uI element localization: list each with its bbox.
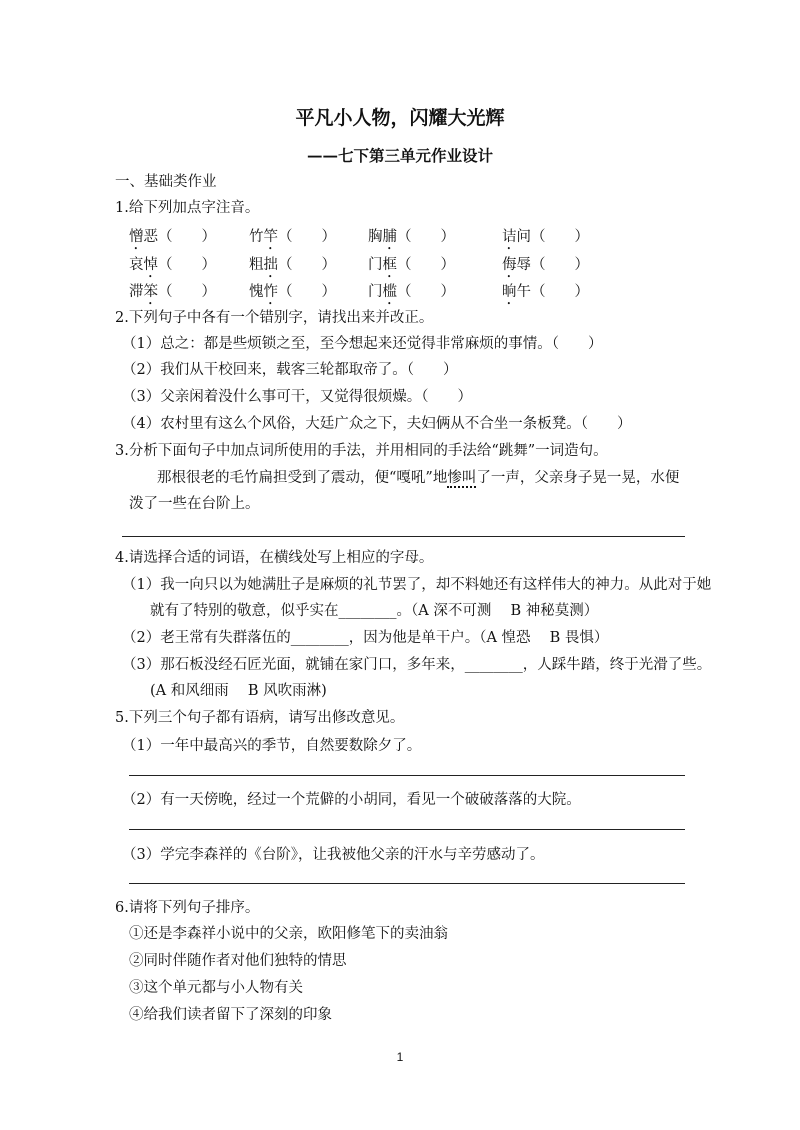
- question-3-sentence-line-1: 那根很老的毛竹扁担受到了震动，便“嘎吼”地惨叫了一声，父亲身子晃一晃，水便: [157, 470, 680, 486]
- page-subtitle: ——七下第三单元作业设计: [306, 146, 493, 165]
- question-2-line-2: （2）我们从干校回来，载客三轮都取帝了。（ ）: [122, 362, 458, 378]
- sort-item-4: ④给我们读者留下了深刻的印象: [129, 1007, 332, 1023]
- question-4-line-5: (A 和风细雨 B 风吹雨淋): [150, 683, 327, 699]
- question-6-prompt: 6.请将下列句子排序。: [115, 900, 260, 916]
- question-2-line-3: （3）父亲闲着没什么事可干，又觉得很烦燥。（ ）: [122, 389, 472, 405]
- question-1-prompt: 1.给下列加点字注音。: [115, 200, 260, 216]
- question-4-line-1: （1）我一向只以为她满肚子是麻烦的礼节罢了，却不料她还有这样伟大的神力。从此对于她: [122, 577, 712, 593]
- sort-item-3: ③这个单元都与小人物有关: [129, 980, 303, 996]
- dotted-word: 惨叫: [447, 470, 477, 486]
- pinyin-item-7: 门框（ ）: [368, 257, 455, 273]
- pinyin-item-11: 门槛（ ）: [368, 284, 455, 300]
- pinyin-item-6: 粗拙（ ）: [249, 257, 336, 273]
- answer-line: [129, 883, 685, 884]
- question-4-prompt: 4.请选择合适的词语，在横线处写上相应的字母。: [115, 550, 434, 566]
- pinyin-item-8: 侮辱（ ）: [502, 257, 589, 273]
- question-5-prompt: 5.下列三个句子都有语病，请写出修改意见。: [115, 710, 405, 726]
- question-4-line-3: （2）老王常有失群落伍的________，因为他是单干户。（A 惶恐 B 畏惧）: [122, 630, 609, 646]
- pinyin-item-5: 哀悼（ ）: [129, 257, 216, 273]
- answer-line: [122, 536, 685, 537]
- question-5-line-2: （2）有一天傍晚，经过一个荒僻的小胡同，看见一个破破落落的大院。: [122, 792, 581, 808]
- question-5-line-1: （1）一年中最高兴的季节，自然要数除夕了。: [122, 738, 422, 754]
- section-heading: 一、基础类作业: [115, 174, 217, 190]
- pinyin-item-12: 晌午（ ）: [502, 284, 589, 300]
- question-3-prompt: 3.分析下面句子中加点词所使用的手法，并用相同的手法给“跳舞”一词造句。: [115, 443, 608, 459]
- question-2-prompt: 2.下列句子中各有一个错别字，请找出来并改正。: [115, 310, 434, 326]
- question-4-line-4: （3）那石板没经石匠光面，就铺在家门口，多年来，________，人踩牛踏，终于光滑了些。: [122, 657, 712, 673]
- question-5-line-3: （3）学完李森祥的《台阶》，让我被他父亲的汗水与辛劳感动了。: [122, 847, 545, 863]
- answer-line: [129, 775, 685, 776]
- question-2-line-4: （4）农村里有这么个风俗，大廷广众之下，夫妇俩从不合坐一条板凳。（ ）: [122, 416, 632, 432]
- answer-line: [129, 829, 685, 830]
- sort-item-2: ②同时伴随作者对他们独特的情思: [129, 953, 347, 969]
- pinyin-item-9: 滞笨（ ）: [129, 284, 216, 300]
- page-title: 平凡小人物，闪耀大光辉: [295, 107, 505, 129]
- sort-item-1: ①还是李森祥小说中的父亲，欧阳修笔下的卖油翁: [129, 926, 448, 942]
- page-number: 1: [396, 1050, 404, 1064]
- question-2-line-1: （1）总之：都是些烦锁之至，至今想起来还觉得非常麻烦的事情。（ ）: [122, 336, 603, 352]
- question-3-sentence-line-2: 泼了一些在台阶上。: [129, 496, 260, 512]
- pinyin-item-2: 竹竿（ ）: [249, 229, 336, 245]
- question-4-line-2: 就有了特别的敬意，似乎实在________。（A 深不可测 B 神秘莫测）: [150, 603, 599, 619]
- pinyin-item-1: 憎恶（ ）: [129, 229, 216, 245]
- pinyin-item-4: 诘问（ ）: [502, 229, 589, 245]
- pinyin-item-10: 愧怍（ ）: [249, 284, 336, 300]
- pinyin-item-3: 胸脯（ ）: [368, 229, 455, 245]
